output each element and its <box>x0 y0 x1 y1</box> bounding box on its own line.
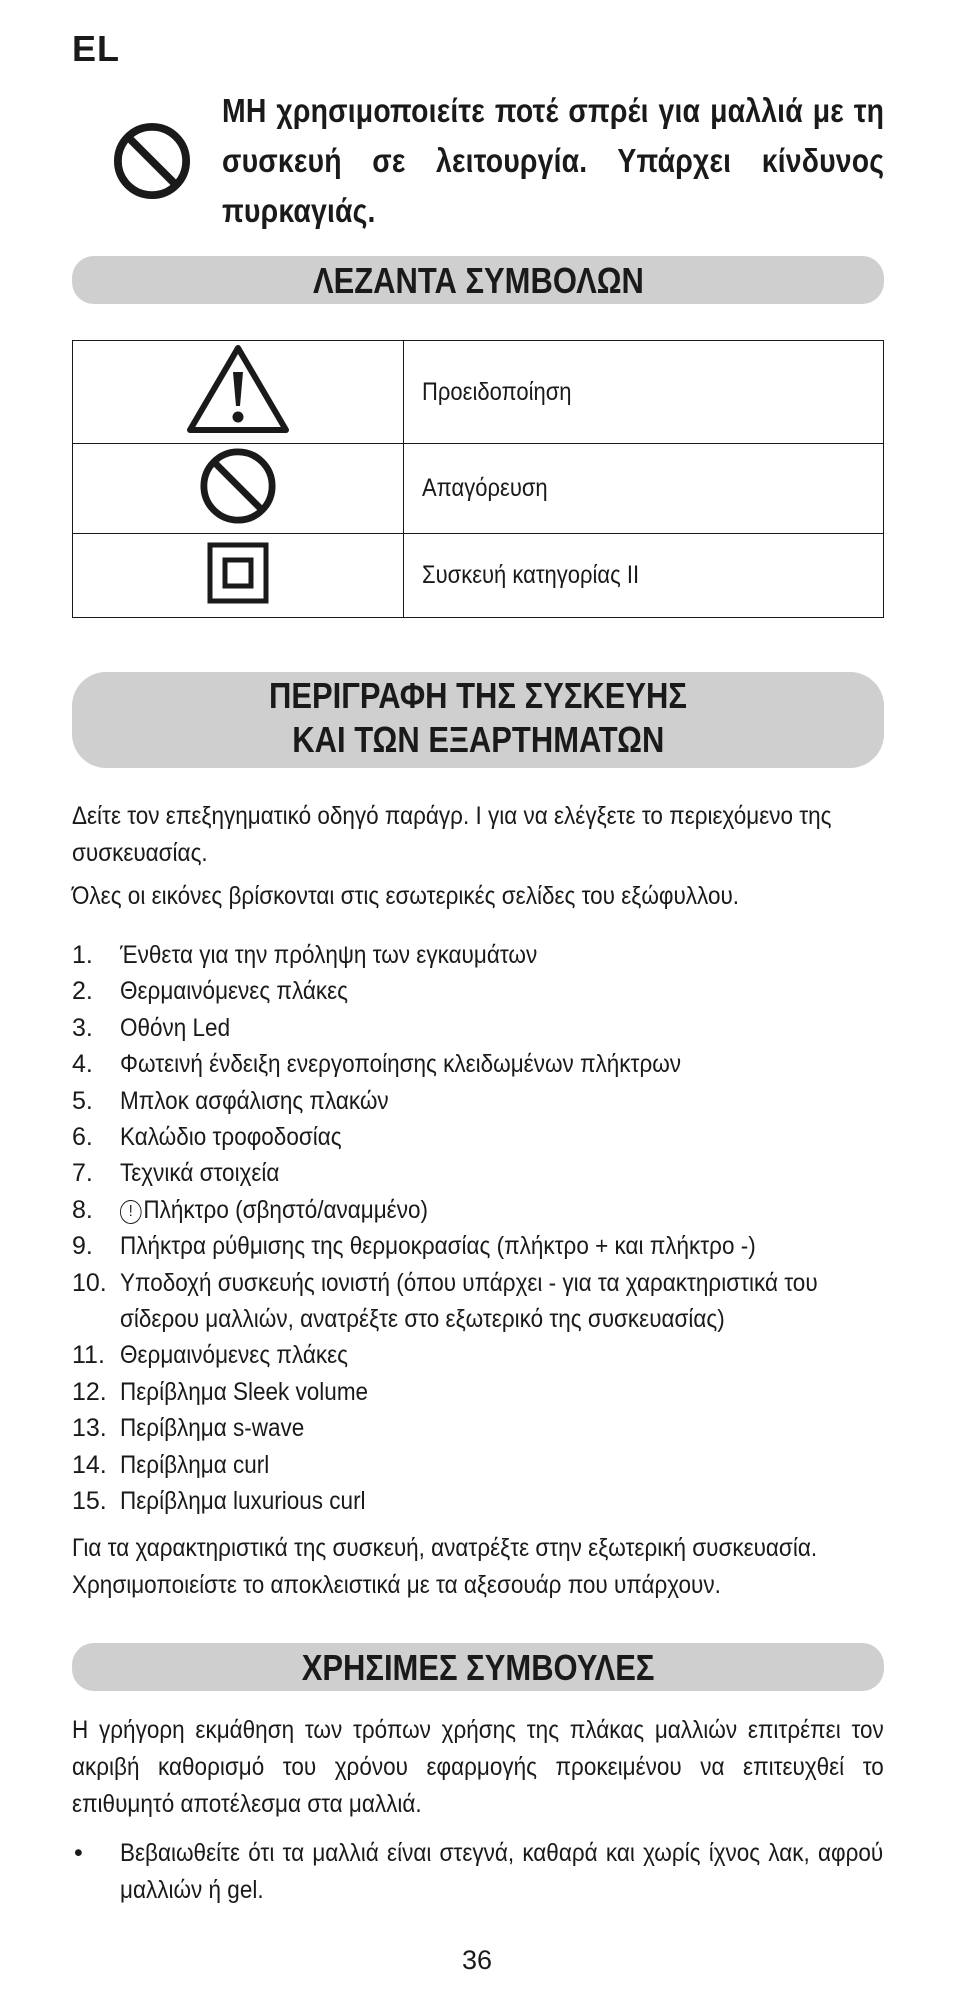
list-item: 15. Περίβλημα luxurious curl <box>72 1487 366 1516</box>
symbol-legend-table <box>72 340 884 618</box>
list-item: 13. Περίβλημα s-wave <box>72 1414 305 1443</box>
tips-heading: ΧΡΗΣΙΜΕΣ ΣΥΜΒΟΥΛΕΣ <box>72 1643 884 1691</box>
description-intro: Δείτε τον επεξηγηματικό οδηγό παράγρ. I για να ελέγξετε το περιεχόμενο της συσκευασίας. <box>72 802 832 867</box>
legend-row <box>73 341 884 444</box>
power-button-label: Πλήκτρο (σβηστό/αναμμένο) <box>143 1195 428 1224</box>
prohibition-icon <box>113 122 191 200</box>
list-item: 12. Περίβλημα Sleek volume <box>72 1377 369 1406</box>
legend-heading: ΛΕΖΑΝΤΑ ΣΥΜΒΟΛΩΝ <box>72 256 884 304</box>
list-item: 2. Θερμαινόμενες πλάκες <box>72 977 349 1006</box>
description-intro-images: Όλες οι εικόνες βρίσκονται στις εσωτερικές σελίδες του εξώφυλλου. <box>72 882 740 910</box>
warning-triangle-icon <box>184 342 292 438</box>
list-item: 7. Τεχνικά στοιχεία <box>72 1159 280 1188</box>
legend-icon-cell <box>73 341 404 444</box>
list-item: 14. Περίβλημα curl <box>72 1450 270 1479</box>
prohibition-icon <box>199 447 277 525</box>
list-item: 3. Οθόνη Led <box>72 1013 231 1042</box>
fire-warning-text: ΜΗ χρησιμοποιείτε ποτέ σπρέι για μαλλιά με τη συσκευή σε λειτουργία. Υπάρχει κίνδυνος πυρκαγιάς. <box>222 92 885 229</box>
description-heading: ΠΕΡΙΓΡΑΦΗ ΤΗΣ ΣΥΣΚΕΥΗΣ ΚΑΙ ΤΩΝ ΕΞΑΡΤΗΜΑΤΩΝ <box>72 672 884 768</box>
list-item: • Βεβαιωθείτε ότι τα μαλλιά είναι στεγνά, καθαρά και χωρίς ίχνος λακ, αφρού μαλλιών ή gel. <box>72 1835 884 1909</box>
list-item: 10. Υποδοχή συσκευής ιονιστή (όπου υπάρχει - για τα χαρακτηριστικά του σίδερου μαλλιών, ανατρέξτε στο εξωτερικό της συσκευασίας) <box>72 1268 818 1334</box>
legend-label: Συσκευή κατηγορίας II <box>404 534 884 618</box>
legend-label: Απαγόρευση <box>404 444 884 534</box>
parts-list <box>72 937 884 1520</box>
language-code: EL <box>72 28 121 69</box>
list-item: 4. Φωτεινή ένδειξη ενεργοποίησης κλειδωμένων πλήκτρων <box>72 1050 682 1079</box>
legend-icon-cell <box>73 534 404 618</box>
list-item: 11. Θερμαινόμενες πλάκες <box>72 1341 349 1370</box>
list-item: 1. Ένθετα για την πρόληψη των εγκαυμάτων <box>72 941 538 969</box>
tips-intro: Η γρήγορη εκμάθηση των τρόπων χρήσης της πλάκας μαλλιών επιτρέπει τον ακριβή καθορισμό του χρόνου εφαρμογής προκειμένου να επιτευχθεί το επιθυμητό αποτέλεσμα στα μαλλιά. <box>72 1716 884 1818</box>
class-ii-double-square-icon <box>207 542 269 604</box>
legend-row <box>73 444 884 534</box>
list-item: 8. ! Πλήκτρο (σβηστό/αναμμένο) <box>72 1195 428 1224</box>
power-icon: ! <box>120 1200 142 1224</box>
page-number: 36 <box>461 1945 493 1975</box>
legend-label: Προειδοποίηση <box>404 341 884 444</box>
list-item: 5. Μπλοκ ασφάλισης πλακών <box>72 1086 389 1115</box>
legend-icon-cell <box>73 444 404 534</box>
legend-row <box>73 534 884 618</box>
list-item: 6. Καλώδιο τροφοδοσίας <box>72 1123 342 1152</box>
bullet-icon: • <box>74 1839 83 1867</box>
list-item: 9. Πλήκτρα ρύθμισης της θερμοκρασίας (πλήκτρο + και πλήκτρο -) <box>72 1232 756 1261</box>
tips-bullet-list <box>72 1835 884 1909</box>
description-outro: Για τα χαρακτηριστικά της συσκευή, ανατρέξτε στην εξωτερική συσκευασία. Χρησιμοποιείστε το αποκλειστικά με τα αξεσουάρ που υπάρχουν. <box>72 1534 818 1599</box>
